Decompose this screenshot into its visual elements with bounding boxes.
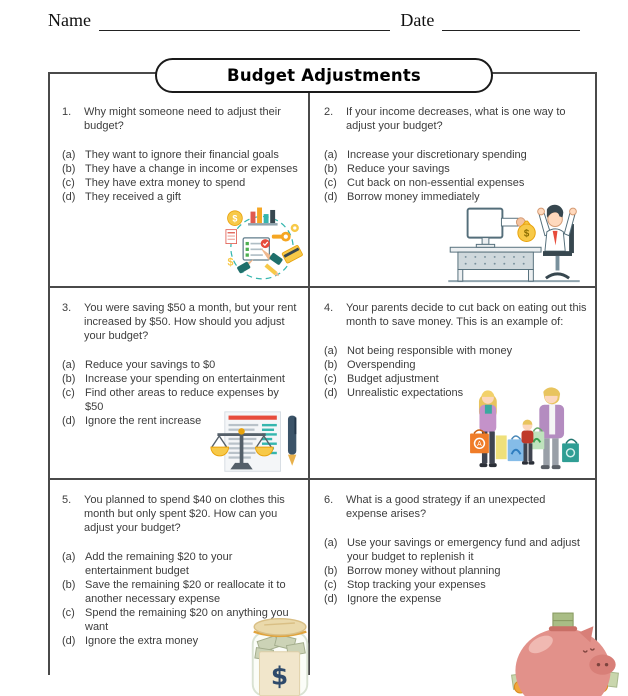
piggy-bank-illustration [496, 610, 628, 691]
option-b [62, 372, 300, 386]
option-letter: (c) [324, 579, 337, 591]
question-text: Your parents decide to cut back on eating out this month to save money. This is an example of: [346, 302, 587, 328]
question-2 [324, 105, 587, 133]
option-text: Find other areas to reduce expenses by $50 [85, 387, 279, 413]
option-letter: (c) [62, 607, 75, 619]
question-number: 2. [324, 106, 334, 118]
option-letter: (c) [324, 373, 337, 385]
option-text: Overspending [347, 359, 416, 371]
option-b [62, 578, 300, 606]
question-text: You were saving $50 a month, but your rent increased by $50. How should you adjust your budget? [84, 302, 297, 342]
name-input-line [99, 10, 390, 31]
question-6 [324, 493, 587, 521]
option-a [62, 148, 300, 162]
option-text: Increase your discretionary spending [347, 149, 527, 161]
option-b [324, 358, 587, 372]
name-label: Name [48, 10, 91, 30]
option-letter: (d) [324, 387, 338, 399]
option-text: Stop tracking your expenses [347, 579, 486, 591]
option-letter: (a) [324, 345, 338, 357]
question-text: If your income decreases, what is one way to adjust your budget? [346, 106, 566, 132]
date-input-line [442, 10, 580, 31]
option-letter: (c) [62, 177, 75, 189]
man-celebrating-at-desk-illustration [446, 197, 582, 284]
option-text: Unrealistic expectations [347, 387, 464, 399]
questions-grid [48, 66, 597, 691]
question-3 [62, 301, 300, 343]
option-text: Spend the remaining $20 on anything you want [85, 607, 289, 633]
option-letter: (b) [324, 163, 338, 175]
question-number: 1. [62, 106, 72, 118]
option-letter: (a) [62, 149, 76, 161]
option-c [62, 176, 300, 190]
option-letter: (a) [324, 149, 338, 161]
option-d [324, 592, 587, 606]
question-cell-2 [310, 74, 595, 288]
question-cell-4 [310, 288, 595, 480]
option-text: Borrow money immediately [347, 191, 480, 203]
option-letter: (b) [62, 373, 76, 385]
svg-text:$: $ [227, 256, 234, 269]
options-list [62, 148, 300, 204]
option-text: They have extra money to spend [85, 177, 246, 189]
option-text: Not being responsible with money [347, 345, 513, 357]
options-list [324, 536, 587, 606]
option-d [62, 190, 300, 204]
question-5 [62, 493, 300, 535]
question-cell-5 [50, 480, 310, 691]
option-text: Ignore the expense [347, 593, 442, 605]
option-text: Budget adjustment [347, 373, 439, 385]
question-text: You planned to spend $40 on clothes this month but only spent $20. How can you adjust your budget? [84, 494, 285, 534]
option-letter: (d) [324, 191, 338, 203]
option-letter: (d) [62, 415, 76, 427]
question-text: Why might someone need to adjust their budget? [84, 106, 281, 132]
page-title: Budget Adjustments [155, 58, 493, 93]
option-text: Borrow money without planning [347, 565, 501, 577]
budget-planning-icons-illustration [221, 205, 303, 283]
option-letter: (d) [62, 635, 76, 647]
option-letter: (d) [62, 191, 76, 203]
name-date-header [48, 10, 580, 31]
svg-text:$: $ [270, 661, 289, 691]
option-a [62, 358, 300, 372]
option-b [324, 162, 587, 176]
question-number: 4. [324, 302, 334, 314]
money-jar-illustration [247, 617, 314, 696]
svg-text:A: A [477, 440, 482, 448]
date-label: Date [400, 10, 435, 30]
option-a [324, 344, 587, 358]
option-letter: (b) [62, 579, 76, 591]
option-letter: (a) [324, 537, 338, 549]
question-cell-1 [50, 74, 310, 288]
option-b [324, 564, 587, 578]
option-letter: (a) [62, 551, 76, 563]
option-text: Use your savings or emergency fund and adjust your budget to replenish it [347, 537, 580, 563]
question-1 [62, 105, 300, 133]
option-letter: (b) [324, 565, 338, 577]
question-cell-6 [310, 480, 595, 675]
option-letter: (c) [324, 177, 337, 189]
svg-text:$: $ [523, 228, 530, 240]
option-letter: (a) [62, 359, 76, 371]
option-letter: (d) [324, 593, 338, 605]
option-c [324, 176, 587, 190]
option-text: Save the remaining $20 or reallocate it to another necessary expense [85, 579, 286, 605]
family-shopping-bags-illustration [466, 384, 580, 478]
option-letter: (c) [62, 387, 75, 399]
option-text: Reduce your savings to $0 [85, 359, 216, 371]
question-number: 6. [324, 494, 334, 506]
option-text: They want to ignore their financial goals [85, 149, 279, 161]
option-a [324, 148, 587, 162]
option-text: Ignore the extra money [85, 635, 199, 647]
option-text: Ignore the rent increase [85, 415, 202, 427]
option-a [62, 550, 300, 578]
option-b [62, 162, 300, 176]
svg-text:$: $ [232, 213, 238, 224]
option-a [324, 536, 587, 564]
option-text: Add the remaining $20 to your entertainment budget [85, 551, 233, 577]
option-text: They have a change in income or expenses [85, 163, 298, 175]
option-text: Increase your spending on entertainment [85, 373, 285, 385]
question-4 [324, 301, 587, 329]
option-text: They received a gift [85, 191, 181, 203]
option-text: Reduce your savings [347, 163, 450, 175]
document-balance-scale-pen-illustration [205, 410, 305, 475]
question-cell-3 [50, 288, 310, 480]
question-number: 3. [62, 302, 72, 314]
question-text: What is a good strategy if an unexpected expense arises? [346, 494, 546, 520]
option-letter: (b) [324, 359, 338, 371]
option-text: Cut back on non-essential expenses [347, 177, 525, 189]
options-list [324, 148, 587, 204]
question-number: 5. [62, 494, 72, 506]
option-c [324, 578, 587, 592]
option-letter: (b) [62, 163, 76, 175]
